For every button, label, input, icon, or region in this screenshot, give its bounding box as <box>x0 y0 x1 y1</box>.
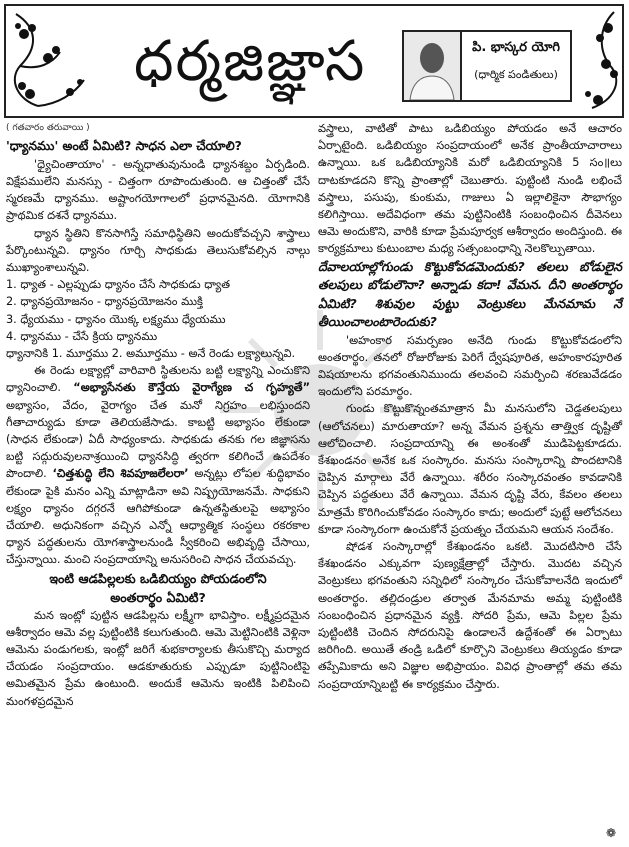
gita-quote: “అభ్యాసేనతు కౌన్తేయ వైరాగ్యేణ చ గృహ్యతే” <box>73 381 311 395</box>
paragraph: షోడశ సంస్కారాల్లో కేశఖండనం ఒకటి. మొదటిసారి చేసే కేశఖండనం ఎక్కువగా పుణ్యక్షేత్రాల్లో చేస్తారు. మొదట వచ్చిన వెంట్రుకలు భగవంతుని సన్నిధిలో సంస్కారం చేసుకోవాలనేది ఇందులో అంతరార్థం. తల్లిదండ్రుల తర్వాత మేనమామ అమ్మ పుట్టింటికి సంబంధించిన ప్రధానమైన వ్యక్తి. సోదరి ప్రేమ, ఆమె పిల్లల ప్రేమ పుట్టింటికి చెందిన సోదరునిపై ఉండాలనే ఉద్దేశంతో ఈ ఏర్పాటు జరిగింది. అయితే తండ్రి ఒడిలో కూర్చొని వెంట్రుకలు తియ్యడం కూడా తప్పేమికాదు అని విజ్ఞుల అభిప్రాయం. వివిధ ప్రాంతాల్లో తమ తమ సంప్రదాయాన్నిబట్టి ఈ కార్యక్రమం చేస్తారు. <box>318 540 622 691</box>
paragraph: 'ధ్యైచింతాయాం' - అన్నధాతువునుండి ధ్యానశబ్దం ఏర్పడింది. విక్షేపములేని మనస్సు - చిత్తంగా రూపొందుతుంది. ఆ చిత్తంతో చేసే స్మరణమే ధ్యానము. అష్టాంగయోగాలలో ప్రధానమైనది. యోగానికి ప్రాథమిక దశనే ధ్యానము. <box>6 157 310 223</box>
heading-dhyanam: 'ధ్యానము' అంటే ఏమిటి? సాధన ఎలా చేయాలి? <box>6 138 242 154</box>
heading-odibiyyam <box>6 569 310 607</box>
author-photo <box>402 30 462 102</box>
vemana-quote: ‘చిత్తశుద్ధి లేని శివపూజలేలరా’ <box>52 467 189 481</box>
page-title: ధర్మజిజ్ఞాస <box>134 29 367 94</box>
portrait-icon <box>404 32 460 100</box>
heading-gundu: దేవాలయాల్లోగుండు కొట్టుకోవడమెందుకు? తలలు బోడులైన తలపులు బోడులౌనా? అన్నాడు కదా! వేమన. దీని అంతరార్థం ఏమిటి? శిశువుల పుట్టు వెంట్రుకలు మేనమామ నే తీయించాలంటారెందుకు? <box>318 258 622 330</box>
previous-week-tag: ( గతవారం తరువాయి ) <box>6 123 90 133</box>
paragraph <box>6 362 310 568</box>
paragraph: ధ్యానానికి 1. మూర్తము 2. అమూర్తము - అనే రెండు లక్ష్యాలున్నవి. <box>6 346 296 360</box>
list-item: 4. ధ్యానము - చేసే క్రియ ధ్యానము <box>6 329 158 343</box>
floral-ornament-icon <box>568 8 622 114</box>
text-span: ఈ రెండు లక్ష్యాల్లో వారివారి స్థితులను బట్టి లక్ష్యాన్ని ఎంచుకొని ధ్యానించాలి. <box>6 364 310 395</box>
author-name: పి. భాస్కర యోగి <box>472 40 560 55</box>
paragraph: 'అహంకార సమర్పణం అనేది గుండు కొట్టుకోవడంలోని అంతరార్థం. తనలో రోజురోజుకు పెరిగే ద్వేషపూరిత, అహంకారపూరిత విషయాలను భగవంతునిముందు తలవంచి సమర్పించి శరణువేడడం ఇందులోని పరమార్థం. <box>318 333 622 399</box>
flower-end-icon: ❁ <box>606 826 617 840</box>
right-column <box>318 120 622 693</box>
left-column <box>6 120 310 710</box>
floral-ornament-icon <box>8 8 118 114</box>
heading-line: ఇంటి ఆడపిల్లలకు ఒడిబియ్యం పోయడంలోని <box>49 570 267 586</box>
paragraph: మన ఇంట్లో పుట్టిన ఆడపిల్లను లక్ష్మీగా భావిస్తాం. లక్ష్మీప్రదమైన ఆశీర్వాదం ఆమె వల్ల పుట్టింటికి కలుగుతుంది. ఆమె మెట్టినింటికి వెళ్లినా ఆమెను పండుగలకు, ఇంట్లో జరిగే శుభకార్యాలకు తీసుకొచ్చి మర్యాద చేయడం సంప్రదాయం. ఆడకూతురుకు ఎప్పుడూ పుట్టినింటిపై అమితమైన ప్రేమ ఉంటుంది. అందుకే ఆమెను ఇంటికి పిలిపించి మంగళప్రదమైన <box>6 608 310 708</box>
heading-line: అంతరార్థం ఏమిటి? <box>110 589 206 605</box>
paragraph: ధ్యాన స్థితిని కొనసాగిస్తే సమాధిస్థితిని అందుకోవచ్చని శాస్త్రాలు పేర్కొంటున్నవి. ధ్యానం గూర్చి సాధకుడు తెలుసుకోవల్సిన నాల్గు ముఖ్యాంశాలున్నవి. <box>6 226 310 274</box>
paragraph: వస్త్రాలు, వాటితో పాటు ఒడిబియ్యం పోయడం అనే ఆచారం ఏర్పాటైంది. ఒడిబియ్యం సంప్రదాయంలో అనేక ప్రాంతీయాచారాలు ఉన్నాయి. ఒక ఒడిబియ్యానికి మరో ఒడిబియ్యానికి 5 సం॥లు దాటకూడదని కొన్ని ప్రాంతాల్లో చెబుతారు. పుట్టింటి నుండి లభించే వస్త్రాలు, పసుపు, కుంకుమ, గాజులు ఏ ఇల్లాలికైనా సౌభాగ్యం కలిగిస్తాయి. అదేవిధంగా తమ పుట్టినింటికి సంబంధించిన దీవెనలు ఆమె అందుకొని, వారికి కూడా ప్రేమపూర్వక ఆశీర్వాదం అందిస్తుంది. ఈ కార్యక్రమాలు కుటుంబాల మధ్య సత్సంబంధాన్ని నెలకొల్పుతాయి. <box>318 122 622 256</box>
list-item: 2. ధ్యానప్రయోజనం - ధ్యానప్రయోజనం ముక్తి <box>6 295 203 309</box>
text-span: అన్నట్లు లోపల శుద్ధిభావం లేకుండా పైకి మనం ఎన్ని మాట్లాడినా అవి నిష్ప్రయోజనమే. సాధకుని లక్ష్యం ధ్యానం దగ్గరనే ఆగిపోకుండా ఉన్నతస్థితులపై అభ్యాసం చేయాలి. అధునికంగా వచ్చిన ఎన్నో ఆధ్యాత్మిక సంస్థలు రకరకాల ధ్యాన పద్ధతులను యోగశాస్త్రాలనుండి స్వీకరించి అభివృద్ధి చేసాయి, చేస్తున్నాయి. మంచి సంప్రదాయాన్ని అనుసరించి సాధన చేయవచ్చు. <box>6 467 311 567</box>
author-title: (ధార్మిక పండితులు) <box>474 68 558 81</box>
text-span: అభ్యాసం, వేదం, వైరాగ్యం చేత మనో నిగ్రహం లభిస్తుందని గీతాచార్యుడు కూడా తెలియజేసాడు. కాబట్టి అభ్యాసం లేకుండా (సాధన లేకుండా) ఏదీ సాధ్యంకాదు. సాధకుడు తనకు గల జిజ్ఞాసను బట్టి సద్గురువులనాశ్రయించి ధ్యానసిద్ధి త్వరగా కలిగించే ఉపదేశం పొందాలి. <box>6 398 310 481</box>
author-box <box>462 30 572 102</box>
paragraph: గుండు కొట్టుకొన్నంతమాత్రాన మీ మనసులోని చెడ్డతలపులు (ఆలోచనలు) మారుతాయా? అన్న వేమన ప్రశ్నను తాత్త్విక దృష్టితో ఆలోచించాలి. సంప్రదాయాన్ని ఈ అంశంతో ముడిపెట్టకూడదు. కేశఖండనం అనేక ఒక సంస్కారం. మనసు సంస్కారాన్ని పొందటానికి చెప్పిన మార్గాలు వేరే ఉన్నాయి. శరీరం సంస్కారవంతం కావడానికి చెప్పిన పద్ధతులు వేరే ఉన్నాయి. వేమన దృష్టి వేరు, కేవలం తలలు మాత్రమే కొరిగించుకోవడం సంస్కారం కాదు; అందులో పుట్టే ఆలోచనలు కూడా సంస్కారంగా ఉంచుకోనే ప్రయత్నం చేయమని ఆయన సందేశం. <box>318 402 622 536</box>
list-item: 3. ధ్యేయము - ధ్యానం యొక్క లక్ష్యము ధ్యేయము <box>6 312 226 326</box>
header-banner <box>4 4 624 118</box>
list-item: 1. ధ్యాత - ఎల్లప్పుడు ధ్యానం చేసే సాధకుడు ధ్యాత <box>6 278 230 292</box>
